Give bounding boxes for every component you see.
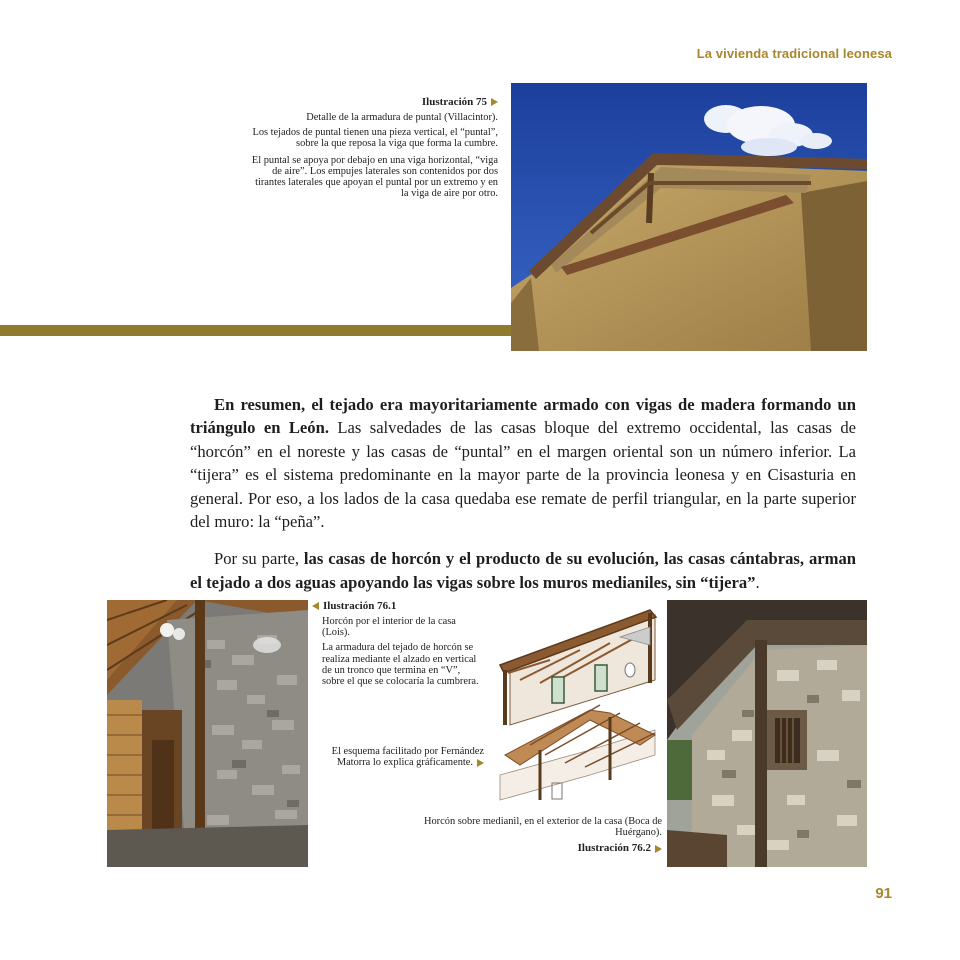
illustration-76-2-caption bbox=[410, 816, 662, 854]
illustration-76-2-label-row bbox=[410, 842, 662, 854]
caption-pointer-icon bbox=[491, 98, 498, 106]
body-paragraph-2-bold: las casas de horcón y el producto de su evolución, las casas cántabras, arman el tejado a dos aguas apoyando las vigas sobre los muros medianiles, sin “tijera” bbox=[190, 549, 856, 592]
illustration-75-label-row bbox=[250, 96, 498, 108]
schema-caption: El esquema facilitado por Fernández Matorra lo explica gráficamente. bbox=[331, 746, 484, 769]
illustration-76-1-line1: Horcón por el interior de la casa (Lois). bbox=[322, 616, 456, 639]
body-paragraph-1 bbox=[190, 393, 856, 533]
illustration-76-1-label-row bbox=[312, 600, 484, 612]
body-paragraph-1-text: Las salvedades de las casas bloque del extremo occidental, las casas de “horcón” en el noreste y las casas de “puntal” en el margen oriental son un número inferior. La “tijera” es el sistema predominante en la mayor parte de la provincia leonesa y en Cisasturia en general. Por eso, a los lados de la casa quedaba ese remate de perfil triangular, en la parte superior del muro: la “peña”. bbox=[190, 418, 856, 532]
illustration-76-1-para: La armadura del tejado de horcón se realiza mediante el alzado en vertical de un tronco que termina en “V”, sobre el que se colocaría la cumbrera. bbox=[322, 642, 479, 688]
illustration-76-2-label: Ilustración 76.2 bbox=[577, 842, 651, 855]
horcon-schematic-drawings bbox=[490, 605, 662, 805]
body-paragraph-1-bold: En resumen, el tejado era mayoritariamente armado con vigas de madera formando un triángulo en León. bbox=[190, 395, 856, 438]
illustration-75-line1: Detalle de la armadura de puntal (Villacintor). bbox=[306, 112, 498, 123]
illustration-76-1-label: Ilustración 76.1 bbox=[323, 600, 397, 612]
illustration-75-caption bbox=[250, 96, 498, 199]
illustration-75-para2: El puntal se apoya por debajo en una viga horizontal, “viga de aire”. Los empujes laterales son contenidos por dos tirantes laterales que apoyan el puntal por un extremo y en la viga de aire por otro. bbox=[251, 154, 498, 200]
caption-pointer-left-icon bbox=[312, 602, 319, 610]
body-paragraph-2 bbox=[190, 547, 856, 594]
illustration-76-2-text: Horcón sobre medianil, en el exterior de la casa (Boca de Huérgano). bbox=[423, 816, 662, 839]
schema-upper bbox=[500, 610, 656, 725]
illustration-76-1-caption bbox=[312, 600, 484, 687]
illustration-75-para1: Los tejados de puntal tienen una pieza vertical, el “puntal”, sobre la que reposa la viga que forma la cumbre. bbox=[252, 127, 498, 150]
puntal-roof-photo bbox=[511, 83, 867, 351]
horcon-exterior-photo bbox=[667, 600, 867, 867]
caption-pointer-icon bbox=[477, 759, 484, 767]
horcon-interior-photo bbox=[107, 600, 308, 867]
body-paragraph-2-end: . bbox=[755, 572, 760, 592]
gold-rule bbox=[0, 325, 512, 336]
page-number: 91 bbox=[875, 885, 892, 902]
body-text bbox=[190, 393, 856, 594]
running-head: La vivienda tradicional leonesa bbox=[696, 46, 892, 61]
schema-caption-block bbox=[320, 746, 484, 768]
caption-pointer-icon bbox=[655, 845, 662, 853]
body-paragraph-2-text: Por su parte, bbox=[214, 549, 304, 569]
illustration-75-label: Ilustración 75 bbox=[421, 96, 487, 108]
